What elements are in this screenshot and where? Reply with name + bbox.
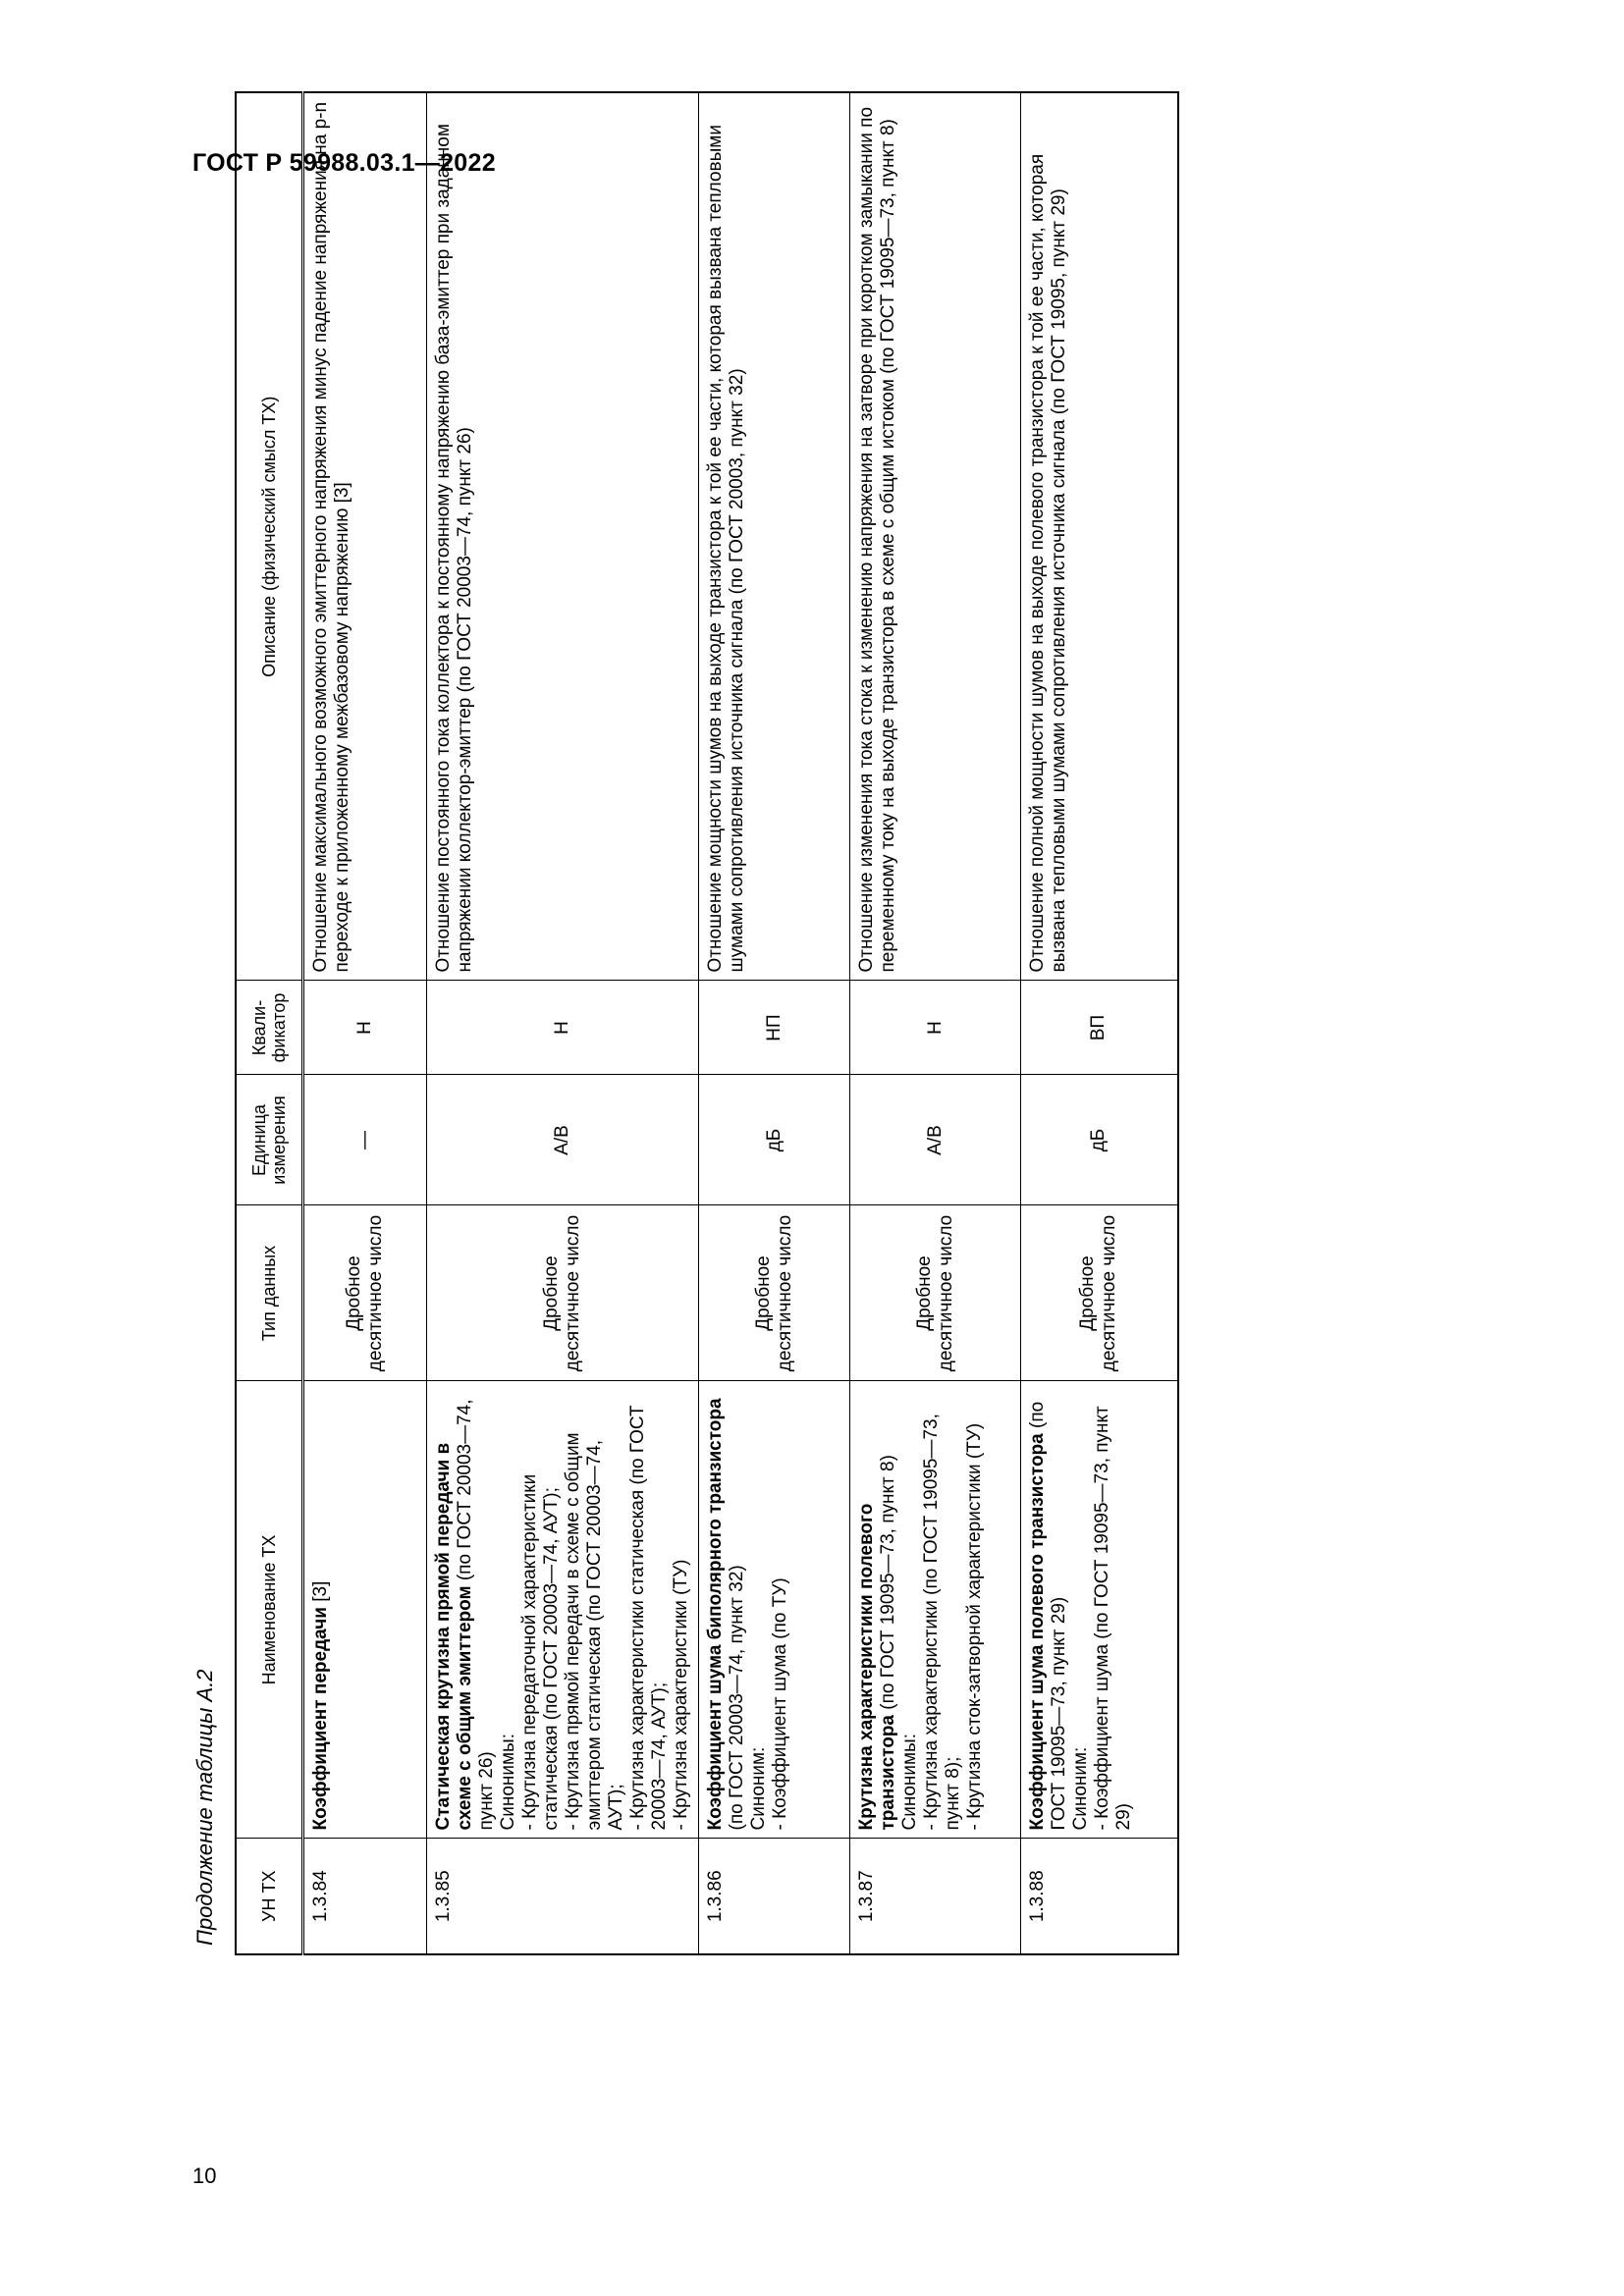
row-synonym: - Крутизна характеристики (ТУ) [671, 1559, 691, 1831]
row-code-text: 1.3.87 [856, 1870, 877, 1923]
row-name [427, 1381, 699, 1839]
table-caption: Продолжение таблицы А.2 [192, 1669, 217, 1946]
row-code [1021, 1839, 1178, 1954]
row-qualifier-text: Н [924, 1021, 946, 1035]
row-description-text: Отношение изменения тока стока к изменению напряжения на затворе при коротком замыкании по переменному току на выходе транзистора в схеме с общим истоком (по ГОСТ 19095—73, пункт 8) [856, 106, 898, 973]
row-synonym: - Крутизна прямой передачи в схеме с общим эмиттером статическая (по ГОСТ 20003—74, АУТ); [563, 1432, 626, 1831]
row-name-bold: Коэффициент шума биполярного транзистора [705, 1398, 726, 1831]
row-unit-text: А/В [924, 1125, 946, 1155]
row-description [850, 92, 1021, 981]
row-unit [427, 1075, 699, 1205]
row-qualifier [699, 981, 850, 1075]
row-data-type-text: Дробное десятичное число [913, 1214, 956, 1372]
row-description-text: Отношение мощности шумов на выходе транзистора к той ее части, которая вызвана тепловыми шумами сопротивления источника сигнала (по ГОСТ 20003, пункт 32) [705, 125, 747, 973]
row-code-text: 1.3.86 [705, 1870, 726, 1923]
row-qualifier [850, 981, 1021, 1075]
row-synonym: - Крутизна характеристики (по ГОСТ 19095—73, пункт 8); [921, 1414, 963, 1831]
row-name-rest: (по ГОСТ 20003—74, пункт 26) [455, 1399, 497, 1831]
row-name-bold: Коэффициент шума полевого транзистора [1027, 1433, 1048, 1831]
row-synonyms-heading: Синонимы: [498, 1734, 518, 1831]
row-code-text: 1.3.88 [1027, 1870, 1048, 1923]
row-synonyms-heading: Синоним: [748, 1746, 769, 1831]
row-name-rest: (по ГОСТ 19095—73, пункт 29) [1027, 1401, 1069, 1831]
row-synonyms-heading: Синонимы: [899, 1734, 920, 1831]
row-qualifier-text: Н [552, 1021, 572, 1035]
row-name [1021, 1381, 1178, 1839]
row-synonym: - Коэффициент шума (по ТУ) [770, 1577, 790, 1831]
row-synonym: - Крутизна передаточной характеристики статическая (по ГОСТ 20003—74, АУТ); [519, 1473, 562, 1831]
row-data-type [850, 1205, 1021, 1381]
table-row [850, 92, 1021, 1954]
row-qualifier [1021, 981, 1178, 1075]
row-code [303, 1839, 427, 1954]
row-description [303, 92, 427, 981]
row-qualifier-text: НП [763, 1014, 785, 1041]
header-unit: Единица измерения [236, 1075, 303, 1205]
row-data-type-text: Дробное десятичное число [752, 1214, 795, 1372]
header-data-type: Тип данных [236, 1205, 303, 1381]
table-row [303, 92, 427, 1954]
document-header: ГОСТ Р 59988.03.1—2022 [192, 149, 496, 177]
row-unit-text: дБ [763, 1128, 785, 1152]
row-qualifier [303, 981, 427, 1075]
row-synonyms-heading: Синоним: [1070, 1746, 1091, 1831]
row-name [303, 1381, 427, 1839]
table-header-row [236, 92, 303, 1954]
row-synonym: - Крутизна сток-затворной характеристики (ТУ) [964, 1422, 985, 1831]
row-description [699, 92, 850, 981]
header-description: Описание (физический смысл ТХ) [236, 92, 303, 981]
row-code-text: 1.3.84 [310, 1870, 331, 1923]
row-data-type-text: Дробное десятичное число [541, 1214, 583, 1372]
row-unit-text: дБ [1088, 1128, 1110, 1152]
header-qualifier: Квали-фикатор [236, 981, 303, 1075]
row-unit-text: А/В [552, 1125, 572, 1155]
table-row [1021, 92, 1178, 1954]
row-qualifier [427, 981, 699, 1075]
row-code-text: 1.3.85 [433, 1870, 454, 1923]
row-name-rest: [3] [310, 1580, 331, 1608]
row-name-bold: Коэффициент передачи [310, 1607, 331, 1831]
row-unit [303, 1075, 427, 1205]
row-synonym: - Крутизна характеристики статическая (по ГОСТ 20003—74, АУТ); [627, 1405, 670, 1831]
row-name-rest: (по ГОСТ 19095—73, пункт 8) [878, 1455, 898, 1716]
page-number: 10 [192, 2163, 217, 2188]
header-name: Наименование ТХ [236, 1381, 303, 1839]
row-data-type [699, 1205, 850, 1381]
row-qualifier-text: Н [354, 1021, 375, 1035]
row-synonym: - Коэффициент шума (по ГОСТ 19095—73, пункт 29) [1092, 1406, 1134, 1831]
row-unit-text: — [354, 1131, 375, 1149]
row-data-type-text: Дробное десятичное число [1077, 1214, 1120, 1372]
row-data-type [303, 1205, 427, 1381]
row-code [699, 1839, 850, 1954]
row-name-bold: Статическая крутизна прямой передачи в схеме с общим эмиттером [433, 1442, 475, 1831]
row-data-type-text: Дробное десятичное число [344, 1214, 386, 1372]
header-code: УН ТХ [236, 1839, 303, 1954]
table-row [427, 92, 699, 1954]
row-unit [1021, 1075, 1178, 1205]
row-description [1021, 92, 1178, 981]
row-data-type [1021, 1205, 1178, 1381]
row-qualifier-text: ВП [1088, 1014, 1110, 1041]
parameters-table [235, 91, 1179, 1955]
row-unit [850, 1075, 1021, 1205]
row-description-text: Отношение полной мощности шумов на выходе полевого транзистора к той ее части, которая вызвана тепловыми шумами сопротивления источника сигнала (по ГОСТ 19095, пункт 29) [1027, 153, 1069, 973]
row-description-text: Отношение максимального возможного эмиттерного напряжения минус падение напряжения на p-n переходе к приложенному межбазовому напряжению [3] [310, 101, 352, 973]
row-data-type [427, 1205, 699, 1381]
row-code [427, 1839, 699, 1954]
row-name-rest: (по ГОСТ 20003—74, пункт 32) [727, 1565, 747, 1831]
row-name [850, 1381, 1021, 1839]
row-description-text: Отношение постоянного тока коллектора к постоянному напряжению база-эмиттер при заданном напряжении коллектор-эмиттер (по ГОСТ 20003—74, пункт 26) [433, 124, 475, 973]
row-description [427, 92, 699, 981]
table-row [699, 92, 850, 1954]
row-code [850, 1839, 1021, 1954]
row-name [699, 1381, 850, 1839]
row-name-bold: Крутизна характеристики полевого транзистора [856, 1503, 898, 1831]
row-unit [699, 1075, 850, 1205]
